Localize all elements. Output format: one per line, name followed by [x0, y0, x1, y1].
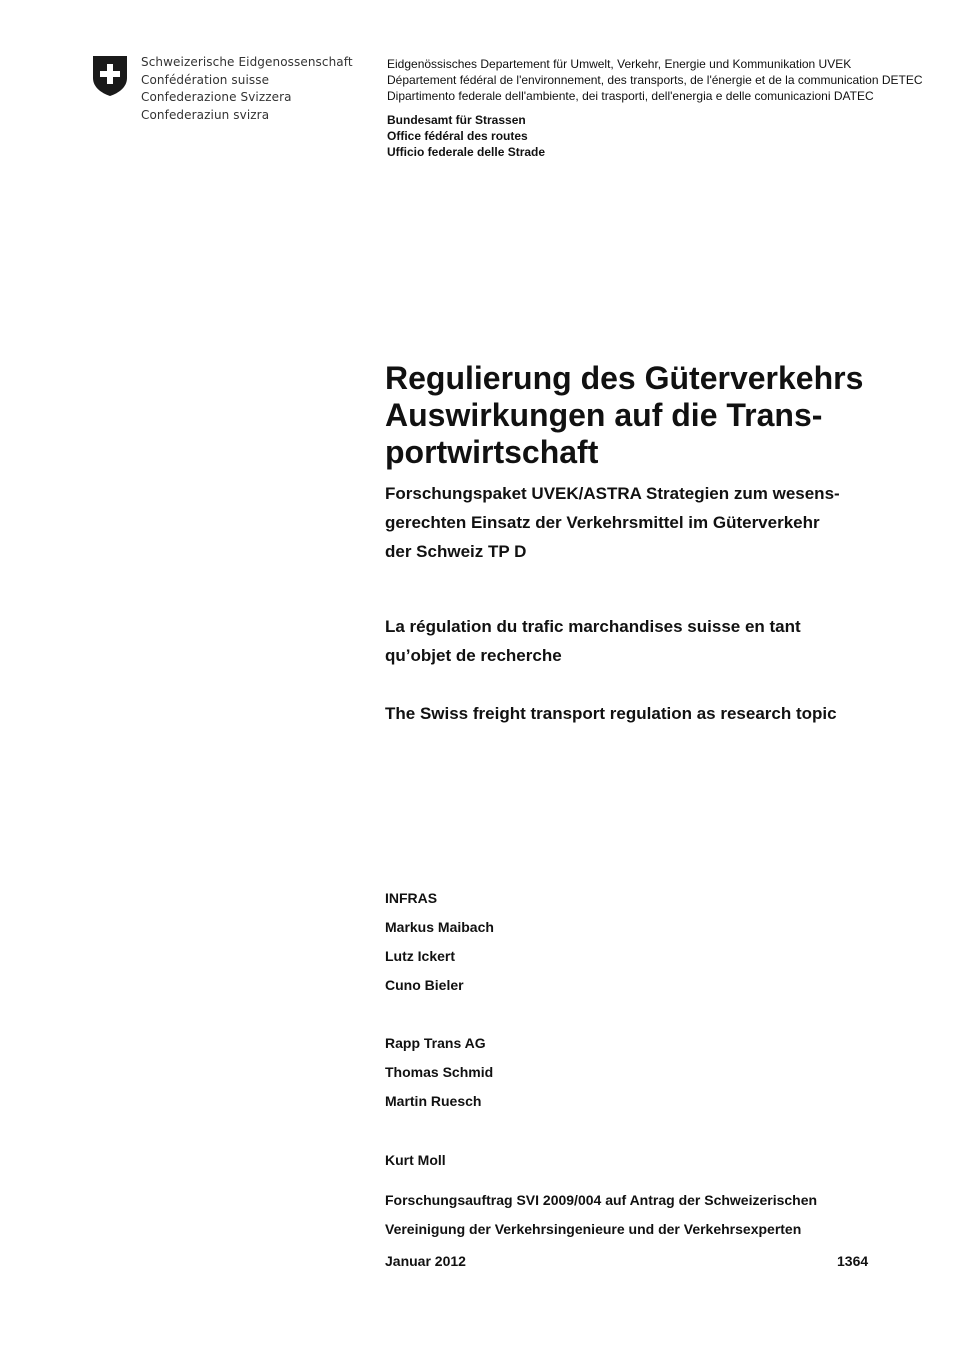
- commission-statement: [385, 1186, 925, 1244]
- department-block: [387, 56, 947, 104]
- report-number: 1364: [837, 1253, 869, 1269]
- author-org-rapp: Rapp Trans AG: [385, 1035, 486, 1051]
- french-title-line: qu’objet de recherche: [385, 646, 562, 665]
- author-name: Lutz Ickert: [385, 948, 456, 964]
- author-individual: Kurt Moll: [385, 1152, 446, 1168]
- document-title: [385, 360, 905, 471]
- department-line-it: Dipartimento federale dell'ambiente, dei trasporti, dell'energia e delle comunicazioni DATEC: [387, 89, 874, 103]
- author-name: Martin Ruesch: [385, 1093, 482, 1109]
- document-subtitle: [385, 479, 905, 566]
- french-title-line: La régulation du trafic marchandises suisse en tant: [385, 617, 801, 636]
- title-line: Regulierung des Güterverkehrs: [385, 360, 864, 396]
- subtitle-line: gerechten Einsatz der Verkehrsmittel im Güterverkehr: [385, 513, 820, 532]
- commission-line: Forschungsauftrag SVI 2009/004 auf Antrag der Schweizerischen: [385, 1192, 818, 1208]
- subtitle-line: Forschungspaket UVEK/ASTRA Strategien zum wesens-: [385, 484, 840, 503]
- commission-line: Vereinigung der Verkehrsingenieure und der Verkehrsexperten: [385, 1221, 802, 1237]
- federation-name-it: Confederazione Svizzera: [141, 90, 292, 104]
- office-line-it: Ufficio federale delle Strade: [387, 145, 546, 159]
- federation-name-rm: Confederaziun svizra: [141, 107, 270, 122]
- title-line: portwirtschaft: [385, 434, 599, 470]
- author-org-infras: INFRAS: [385, 890, 438, 906]
- french-title: [385, 612, 905, 670]
- office-block: [387, 112, 687, 160]
- author-name: Thomas Schmid: [385, 1064, 494, 1080]
- title-line: Auswirkungen auf die Trans-: [385, 397, 823, 433]
- federation-names: [141, 54, 371, 124]
- english-title: The Swiss freight transport regulation as research topic: [385, 704, 837, 723]
- federation-name-fr: Confédération suisse: [141, 72, 270, 87]
- department-line-fr: Département fédéral de l'environnement, des transports, de l'énergie et de la communication DETEC: [387, 73, 923, 87]
- office-line-fr: Office fédéral des routes: [387, 129, 528, 143]
- federation-name-de: Schweizerische Eidgenossenschaft: [141, 55, 353, 69]
- publication-date: Januar 2012: [385, 1253, 466, 1269]
- author-name: Cuno Bieler: [385, 977, 464, 993]
- swiss-shield-icon: [91, 54, 129, 98]
- subtitle-line: der Schweiz TP D: [385, 542, 527, 561]
- office-line-de: Bundesamt für Strassen: [387, 113, 526, 127]
- department-line-de: Eidgenössisches Departement für Umwelt, Verkehr, Energie und Kommunikation UVEK: [387, 57, 852, 71]
- author-name: Markus Maibach: [385, 919, 494, 935]
